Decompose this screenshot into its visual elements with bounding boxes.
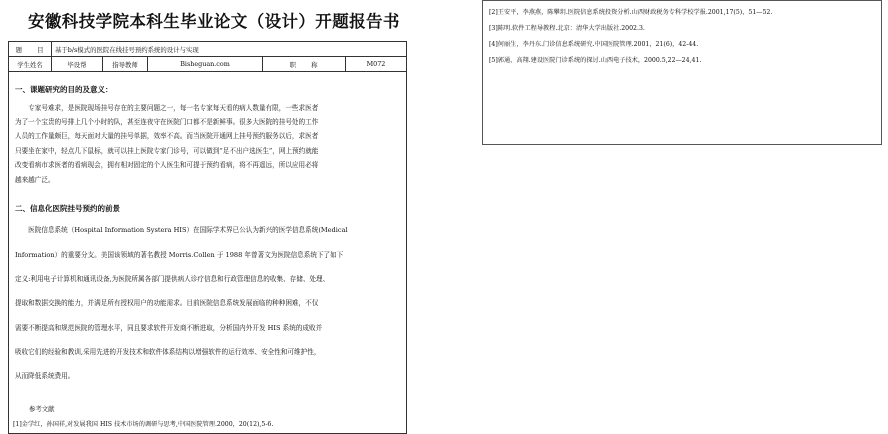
section2-line: 需要不断提高和规范医院的管理水平，同且要求软件开发商不断进取，分析国内外开发 HIS 系统的成败并 [15,324,323,332]
section1-line: 只要坐在家中，轻点几下鼠标，就可以挂上医院专家门诊号，可以做到“足不出户选医生”，网上预约就能 [15,147,319,155]
section1-heading: 一、课题研究的目的及意义： [15,85,113,94]
info-table [8,41,407,72]
section2-heading: 二、信息化医院挂号预约的前景 [15,204,120,213]
reference-item: [2]王安平，李燕燕，陈攀玥.医院信息系统投资分析.山西财政税务专科学校学报.2001,17(5)，51—52. [489,9,773,16]
content-box [8,71,407,434]
title-label: 职 称 [263,57,346,72]
section2-line: 定义:利用电子计算机和通讯设备,为医院所属各部门提供病人诊疗信息和行政管理信息的收集、存储、处理、 [15,275,330,283]
student-value: 毕设帮 [52,57,103,72]
page-title: 安徽科技学院本科生毕业论文（设计）开题报告书 [28,12,400,31]
section2-line: 提取和数据交换的能力，并满足所有授权用户的功能需求。目前医院信息系统发展面临的种种困难，不仅 [15,299,319,307]
topic-value: 基于b/s模式的医院在线挂号预约系统的设计与实现 [52,42,407,57]
student-row [9,57,407,72]
reference-item: [4]何丽生，李丹东.门诊信息系统研究.中国医院管理.2001，21(6)，42-44. [489,41,699,48]
document-page-left [4,0,407,434]
section1-line: 为了一个宝贵的号排上几个小时的队，甚至连夜守在医院门口都不是新鲜事。很多大医院的挂号处的工作 [15,118,319,126]
advisor-label: 指导教师 [103,57,148,72]
section2-line: Information）的重要分支。美国该领域的著名教授 Morris.Collen 于 1988 年曾著文为医院信息系统下了如下 [15,251,344,259]
section1-line: 越来越广泛。 [15,176,55,184]
section2-line: 医院信息系统（Hospital Information Systera HIS）在国际学术界已公认为新兴的医学信息系统(Medical [15,226,348,234]
document-page-right [482,0,882,145]
reference-item: [5]郭通，高翔.建设医院门诊系统的探讨.山西电子技术，2000.5,22—24,41. [489,57,702,64]
section1-line: 人员的工作量颇巨，每天面对大量的挂号单据，效率不高。而当医院开通网上挂号预约服务以后，求医者 [15,132,319,140]
section2-line: 从而降低系统费用。 [15,372,75,380]
reference-item: [3]陈明.软件工程导教程.北京：清华大学出版社.2002.3. [489,25,645,32]
section1-line: 改变看病市求医者的看病现会，拥有相对固定的个人医生和可提于预约看病，将不再遥远，所以应用必将 [15,161,319,169]
reference-item: [1]金学红，孙国祥,对发展我国 HIS 技术市场的调研与思考,中国医院管理.2000，20(12),5-6. [13,421,274,428]
title-value: M072 [346,57,407,72]
section2-line: 吸收它们的经验和教训,采用先进的开发技术和软件体系结构以增强软件的运行效率、安全性和可维护性， [15,348,321,356]
section1-line: 专家号难求，是医院现场挂号存在的主要问题之一，每一名专家每天看的病人数量有限，一些求医者 [15,104,319,112]
advisor-value: Bisheguan.com [148,57,263,72]
references-heading: 参考文献 [29,405,55,413]
topic-row [9,42,407,57]
student-label: 学生姓名 [9,57,52,72]
topic-label: 题 目 [9,42,52,57]
references-list [489,7,772,71]
